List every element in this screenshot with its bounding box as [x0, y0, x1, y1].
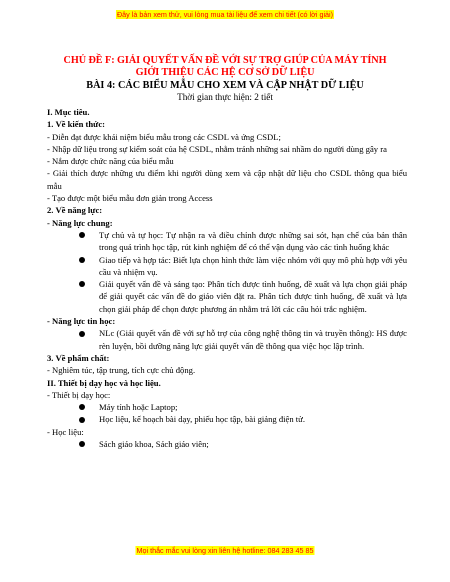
duration-line: Thời gian thực hiện: 2 tiết: [177, 92, 273, 102]
quality-item: - Nghiêm túc, tập trung, tích cực chủ động.: [47, 365, 196, 376]
list-item: [47, 438, 407, 450]
chapter-title-line-2: GIỚI THIỆU CÁC HỆ CƠ SỞ DỮ LIỆU: [135, 67, 315, 78]
section-heading-knowledge: 1. Về kiến thức:: [47, 119, 105, 130]
list-item: [47, 278, 407, 315]
chapter-title-line-1: CHỦ ĐỀ F: GIẢI QUYẾT VẤN ĐỀ VỚI SỰ TRỢ GIÚP CỦA MÁY TÍNH: [63, 55, 387, 66]
bullet-icon: [79, 417, 85, 423]
bullet-icon: [79, 281, 85, 287]
equipment-text: Học liệu, kế hoạch bài dạy, phiếu học tập, bài giảng điện tử.: [99, 414, 305, 425]
section-heading-qualities: 3. Về phẩm chất:: [47, 352, 110, 363]
knowledge-item: - Nắm được chức năng của biểu mẫu: [47, 156, 174, 167]
hotline-banner: Mọi thắc mắc vui lòng xin liên hệ hotline: 084 283 45 85: [136, 546, 314, 555]
knowledge-item: - Nhập dữ liệu trong sự kiểm soát của hệ CSDL, nhằm tránh những sai nhầm do người dùng gây ra: [47, 143, 387, 154]
section-heading-objectives: I. Mục tiêu.: [47, 107, 90, 117]
knowledge-item: - Giải thích được những ưu điểm khi người dùng xem và cập nhật dữ liệu cho CSDL thông qua biểu mẫu: [47, 168, 407, 191]
section-heading-competence: 2. Về năng lực:: [47, 205, 103, 216]
list-item: [47, 413, 407, 425]
list-item: [47, 327, 407, 352]
preview-banner: Đây là bản xem thử, vui lòng mua tài liệu để xem chi tiết (có lời giải): [116, 10, 334, 19]
lesson-title: BÀI 4: CÁC BIỂU MẪU CHO XEM VÀ CẬP NHẬT DỮ LIỆU: [86, 80, 364, 91]
list-item: [47, 229, 407, 254]
list-item: [47, 254, 407, 279]
materials-label: - Học liệu:: [47, 426, 84, 437]
subheading-general-competence: - Năng lực chung:: [47, 217, 113, 228]
bullet-icon: [79, 257, 85, 263]
bullet-icon: [79, 232, 85, 238]
bullet-icon: [79, 441, 85, 447]
list-item: [47, 401, 407, 413]
materials-text: Sách giáo khoa, Sách giáo viên;: [99, 439, 209, 450]
equipment-label: - Thiết bị dạy học:: [47, 389, 111, 400]
competence-text: Giải quyết vấn đề và sáng tạo: Phân tích được tình huống, đề xuất và lựa chọn giải pháp để giải quyết các vấn đề do giáo viên đặt ra. Phân tích được tình huống, đề xuất và lựa chọn giải pháp để chọn được phương án nhằm trả lời các câu hỏi trắc nghiệm.: [99, 279, 407, 314]
competence-text: Tự chủ và tự học: Tự nhận ra và điều chỉnh được những sai sót, hạn chế của bản thân trong quá trình học tập, rút kinh nghiệm để có thể vận dụng vào các tình huống khác: [99, 229, 407, 253]
section-heading-equipment: II. Thiết bị dạy học và học liệu.: [47, 377, 161, 388]
competence-text: NLc (Giải quyết vấn đề với sự hỗ trợ của công nghệ thông tin và truyền thông): HS được rèn luyện, bồi dưỡng năng lực giải quyết vấn đề thông qua việc học lập trình.: [99, 328, 407, 351]
knowledge-item: - Tạo được một biểu mẫu đơn giản trong Access: [47, 193, 213, 204]
bullet-icon: [79, 404, 85, 410]
knowledge-item: - Diễn đạt được khái niệm biểu mẫu trong các CSDL và ứng CSDL;: [47, 131, 281, 142]
bullet-icon: [79, 331, 85, 337]
document-body: [47, 106, 407, 450]
subheading-it-competence: - Năng lực tin học:: [47, 316, 116, 327]
equipment-text: Máy tính hoặc Laptop;: [99, 402, 178, 413]
competence-text: Giao tiếp và hợp tác: Biết lựa chọn hình thức làm việc nhóm với quy mô phù hợp với yêu cầu và nhiệm vụ.: [99, 254, 407, 277]
